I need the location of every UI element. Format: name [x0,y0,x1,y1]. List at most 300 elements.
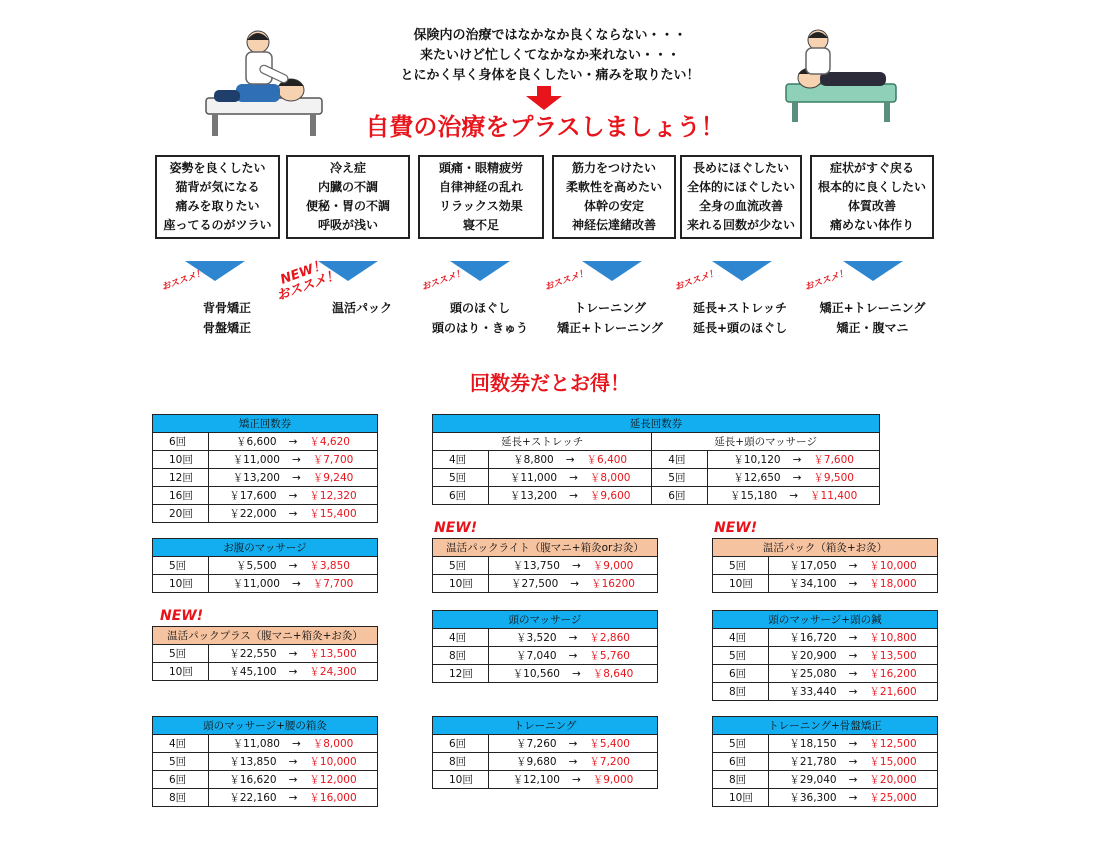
price-table-atama [432,610,658,683]
table-row [713,683,938,701]
price-table-kyosei [152,414,378,523]
table-row [153,433,378,451]
count-cell: 10回 [433,575,489,593]
price-cell [209,575,378,593]
arrow-icon: → [569,472,578,484]
symptom-line: 冷え症 [329,161,366,175]
recommend-item: 延長+ストレッチ [693,301,787,315]
old-price: ￥13,200 [232,472,280,484]
table-subtitle: 延長+頭のマッサージ [652,433,880,451]
recommend-item: 頭のはり・きゅう [431,321,528,335]
price-cell [209,735,378,753]
price-cell [489,647,658,665]
old-price: ￥34,100 [789,578,837,590]
arrow-icon: → [789,490,799,502]
new-price: ￥9,000 [592,560,634,572]
count-cell: 6回 [433,487,489,505]
table-row [153,645,378,663]
old-price: ￥22,550 [229,648,277,660]
price-table-onaka [152,538,378,593]
symptom-line: 柔軟性を高めたい [565,180,662,194]
count-cell: 6回 [713,665,769,683]
price-table-onkatsu [712,538,938,593]
new-price: ￥11,400 [810,490,858,502]
count-cell: 6回 [153,771,209,789]
count-cell: 4回 [713,629,769,647]
symptom-line: 筋力をつけたい [571,161,656,175]
table-row [713,753,938,771]
old-price: ￥17,600 [229,490,277,502]
section-title: 回数券だとお得！ [470,371,630,395]
new-price: ￥4,620 [309,436,350,448]
new-price: ￥12,500 [869,738,917,750]
symptom-line: 内臓の不調 [317,180,378,194]
arrow-icon: → [288,560,298,572]
recommend-item: 矯正+トレーニング [557,321,663,335]
old-price: ￥17,050 [789,560,837,572]
price-cell [769,665,938,683]
count-cell: 5回 [153,557,209,575]
symptom-line: 体幹の安定 [583,199,644,213]
price-cell [489,629,658,647]
table-row [433,575,658,593]
arrow-icon: → [848,774,858,786]
symptom-line: 来れる回数が少ない [686,218,795,232]
arrow-icon: → [569,490,578,502]
new-price: ￥5,400 [589,738,630,750]
arrow-icon: → [291,738,301,750]
new-price: ￥3,850 [309,560,350,572]
old-price: ￥33,440 [789,686,837,698]
symptom-line: 症状がすぐ戻る [829,161,914,175]
old-price: ￥5,500 [236,560,277,572]
price-table-training [432,716,658,789]
old-price: ￥18,150 [789,738,837,750]
price-cell [209,645,378,663]
old-price: ￥7,040 [516,650,557,662]
new-price: ￥9,000 [592,774,634,786]
price-cell [769,789,938,807]
arrow-icon: → [568,738,578,750]
intro-line: 保険内の治療ではなかなか良くならない・・・ [413,28,687,43]
recommend-item: 頭のほぐし [449,301,510,315]
arrow-icon: → [291,472,301,484]
price-cell [209,469,378,487]
count-cell: 5回 [433,557,489,575]
intro-line: 来たいけど忙しくてなかなか来れない・・・ [419,48,680,63]
new-price: ￥16,200 [869,668,917,680]
new-price: ￥12,000 [309,774,357,786]
arrow-icon: → [288,756,298,768]
symptom-line: リラックス効果 [439,199,523,213]
arrow-icon: → [568,632,578,644]
old-price: ￥9,680 [516,756,557,768]
price-cell [769,771,938,789]
arrow-icon: → [288,792,298,804]
old-price: ￥16,720 [789,632,837,644]
count-cell: 20回 [153,505,209,523]
recommend-item: 矯正+トレーニング [819,301,926,315]
table-row [433,771,658,789]
count-cell: 5回 [153,645,209,663]
symptom-box [286,155,410,239]
recommend-tag: おススメ！ [803,268,850,293]
table-title: 頭のマッサージ [433,611,658,629]
old-price: ￥7,260 [516,738,557,750]
new-price: ￥9,500 [813,472,854,484]
headline: 自費の治療をプラスしましょう！ [365,113,725,141]
price-cell [769,753,938,771]
table-title: 延長回数券 [433,415,880,433]
table-title: 温活パックライト（腹マニ+箱灸orお灸） [433,539,658,557]
table-title: トレーニング+骨盤矯正 [713,717,938,735]
count-cell: 8回 [153,789,209,807]
new-badge: NEW! [434,520,478,536]
price-cell [209,451,378,469]
count-cell: 6回 [652,487,708,505]
old-price: ￥6,600 [236,436,277,448]
symptom-box [418,155,544,239]
old-price: ￥15,180 [729,490,778,502]
price-cell [769,647,938,665]
table-title: 頭のマッサージ+腰の箱灸 [153,717,378,735]
new-price: ￥25,000 [869,792,917,804]
arrow-icon: → [848,578,858,590]
table-row [713,647,938,665]
symptom-box [155,155,280,239]
old-price: ￥12,650 [733,472,781,484]
price-cell [769,575,938,593]
table-row [433,665,658,683]
table-row [153,771,378,789]
count-cell: 5回 [153,753,209,771]
table-row [153,469,378,487]
recommend-item: 温活パック [331,301,392,315]
table-row [153,663,378,681]
price-cell [489,771,658,789]
recommend-tag: おススメ！ [420,268,467,293]
price-cell [209,789,378,807]
price-table-atama-hari [712,610,938,701]
new-price: ￥9,600 [589,490,631,502]
therapist-illustration-left [196,28,326,140]
recommend-item: 背骨矯正 [202,301,251,315]
new-price: ￥16,000 [309,792,357,804]
symptom-line: 体質改善 [847,199,896,213]
table-row [433,735,658,753]
symptom-line: 猫背が気になる [175,180,260,194]
recommend-tag: おススメ！ [160,268,207,293]
new-price: ￥5,760 [589,650,630,662]
new-price: ￥10,000 [869,560,917,572]
old-price: ￥13,850 [229,756,277,768]
arrow-icon: → [571,774,581,786]
new-price: ￥6,400 [586,454,628,466]
recommendation [543,268,665,338]
price-cell [489,557,658,575]
arrow-icon: → [848,560,858,572]
old-price: ￥11,000 [509,472,558,484]
count-cell: 4回 [153,735,209,753]
symptom-line: 座ってるのがツラい [163,218,272,232]
table-row [713,789,938,807]
arrow-icon: → [288,508,298,520]
old-price: ￥11,080 [232,738,280,750]
table-row [153,557,378,575]
price-cell [708,451,880,469]
intro-text [370,26,730,86]
table-title: 頭のマッサージ+頭の鍼 [713,611,938,629]
symptom-line: 呼吸が浅い [317,218,378,232]
new-price: ￥13,500 [869,650,917,662]
count-cell: 10回 [713,789,769,807]
count-cell: 10回 [713,575,769,593]
table-row [713,735,938,753]
new-price: ￥15,400 [309,508,357,520]
arrow-icon: → [848,686,858,698]
price-cell [489,451,652,469]
arrow-icon: → [288,648,298,660]
count-cell: 5回 [713,557,769,575]
new-price: ￥2,860 [589,632,630,644]
price-cell [489,753,658,771]
price-table-training-kotsuban [712,716,938,807]
count-cell: 5回 [713,647,769,665]
table-row [153,735,378,753]
symptom-line: 根本的に良くしたい [817,180,926,194]
count-cell: 8回 [433,753,489,771]
old-price: ￥22,160 [229,792,277,804]
price-table-onkatsu-light [432,538,658,593]
arrow-icon: → [571,560,581,572]
price-cell [769,557,938,575]
arrow-icon: → [571,668,581,680]
count-cell: 5回 [713,735,769,753]
table-row [433,647,658,665]
symptom-line: 寝不足 [462,218,499,232]
arrow-icon: → [568,756,578,768]
new-price: ￥7,700 [312,454,354,466]
new-price: ￥16200 [591,578,635,590]
table-row [433,629,658,647]
recommendation [160,268,270,338]
table-subtitle: 延長+ストレッチ [433,433,652,451]
price-cell [209,487,378,505]
count-cell: 4回 [433,451,489,469]
count-cell: 6回 [713,753,769,771]
arrow-icon: → [848,650,858,662]
price-cell [209,771,378,789]
new-badge: NEW! [160,608,204,624]
old-price: ￥20,900 [789,650,837,662]
intro-line: とにかく早く身体を良くしたい・痛みを取りたい！ [400,68,700,83]
recommendation [673,268,795,338]
count-cell: 16回 [153,487,209,505]
new-price: ￥18,000 [869,578,917,590]
table-row [433,557,658,575]
recommendation [803,268,930,338]
table-row [713,771,938,789]
old-price: ￥36,300 [789,792,837,804]
arrow-icon: → [848,792,858,804]
price-table-encho [432,414,880,505]
old-price: ￥25,080 [789,668,837,680]
arrow-icon: → [848,756,858,768]
old-price: ￥13,750 [512,560,560,572]
price-cell [489,665,658,683]
count-cell: 8回 [713,683,769,701]
new-price: ￥12,320 [309,490,357,502]
old-price: ￥10,560 [512,668,560,680]
table-title: 温活パックプラス（腹マニ+箱灸+お灸） [153,627,378,645]
table-row [433,753,658,771]
count-cell: 6回 [433,735,489,753]
arrow-icon: → [570,578,580,590]
table-row [153,575,378,593]
recommendation [274,257,408,318]
price-table-atama-hako [152,716,378,807]
old-price: ￥27,500 [511,578,559,590]
count-cell: 12回 [433,665,489,683]
symptom-line: 痛めない体作り [829,218,914,232]
table-row [433,469,880,487]
recommend-tag: おススメ！ [673,268,720,293]
table-row [713,557,938,575]
symptom-line: 便秘・胃の不調 [305,199,390,213]
old-price: ￥8,800 [513,454,554,466]
symptom-box [810,155,934,239]
new-price: ￥13,500 [309,648,357,660]
recommendation [420,268,530,338]
symptom-line: 全身の血流改善 [698,199,783,213]
price-cell [209,505,378,523]
new-price: ￥20,000 [869,774,917,786]
arrow-icon: → [288,490,298,502]
symptom-line: 長めにほぐしたい [692,161,789,175]
table-row [433,487,880,505]
price-cell [708,487,880,505]
count-cell: 8回 [713,771,769,789]
count-cell: 5回 [433,469,489,487]
price-cell [769,629,938,647]
arrow-icon: → [288,436,298,448]
old-price: ￥29,040 [789,774,837,786]
new-price: ￥8,640 [592,668,634,680]
arrow-icon: → [848,738,858,750]
therapist-illustration-right [780,28,900,126]
new-price: ￥7,200 [589,756,630,768]
recommend-tag: NEW！ おススメ！ [274,257,342,304]
price-table-onkatsu-plus [152,626,378,681]
old-price: ￥10,120 [733,454,781,466]
recommend-tag: おススメ！ [543,268,590,293]
table-row [153,505,378,523]
table-title: 矯正回数券 [153,415,378,433]
arrow-icon: → [568,650,578,662]
count-cell: 10回 [433,771,489,789]
price-cell [489,575,658,593]
count-cell: 10回 [153,663,209,681]
symptom-line: 頭痛・眼精疲労 [438,161,523,175]
table-row [153,753,378,771]
count-cell: 12回 [153,469,209,487]
symptom-box [552,155,676,239]
new-price: ￥15,000 [869,756,917,768]
symptom-line: 全体的にほぐしたい [686,180,795,194]
table-title: 温活パック（箱灸+お灸） [713,539,938,557]
new-price: ￥8,000 [312,738,354,750]
arrow-icon: → [848,668,858,680]
table-row [713,575,938,593]
price-cell [209,557,378,575]
table-title: トレーニング [433,717,658,735]
price-cell [489,735,658,753]
count-cell: 10回 [153,575,209,593]
arrow-icon: → [291,454,301,466]
arrow-icon: → [288,774,298,786]
recommend-item: トレーニング [574,301,646,315]
old-price: ￥22,000 [229,508,277,520]
new-price: ￥8,000 [589,472,631,484]
symptom-line: 神経伝達緒改善 [571,218,656,232]
symptom-line: 姿勢を良くしたい [169,161,266,175]
old-price: ￥45,100 [229,666,277,678]
old-price: ￥21,780 [789,756,837,768]
new-price: ￥10,000 [309,756,357,768]
price-cell [489,469,652,487]
old-price: ￥11,000 [232,454,280,466]
table-row [153,487,378,505]
new-price: ￥10,800 [869,632,917,644]
old-price: ￥13,200 [509,490,558,502]
arrow-icon: → [291,578,301,590]
arrow-icon: → [792,472,802,484]
old-price: ￥3,520 [516,632,557,644]
symptom-line: 自律神経の乱れ [438,180,523,194]
recommend-item: 骨盤矯正 [202,321,251,335]
symptom-box [680,155,802,239]
table-row [153,789,378,807]
table-row [433,451,880,469]
arrow-icon: → [565,454,575,466]
arrow-icon: → [848,632,858,644]
count-cell: 4回 [433,629,489,647]
count-cell: 8回 [433,647,489,665]
table-row [713,629,938,647]
old-price: ￥16,620 [229,774,277,786]
table-row [153,451,378,469]
new-price: ￥21,600 [869,686,917,698]
price-cell [769,735,938,753]
new-badge: NEW! [714,520,758,536]
new-price: ￥7,700 [312,578,354,590]
symptom-line: 痛みを取りたい [175,199,260,213]
count-cell: 4回 [652,451,708,469]
price-cell [708,469,880,487]
count-cell: 10回 [153,451,209,469]
new-price: ￥7,600 [813,454,854,466]
count-cell: 6回 [153,433,209,451]
count-cell: 5回 [652,469,708,487]
price-cell [209,753,378,771]
price-cell [209,663,378,681]
price-cell [209,433,378,451]
table-title: お腹のマッサージ [153,539,378,557]
arrow-icon: → [792,454,802,466]
recommend-item: 延長+頭のほぐし [692,321,788,335]
price-cell [769,683,938,701]
price-cell [489,487,652,505]
